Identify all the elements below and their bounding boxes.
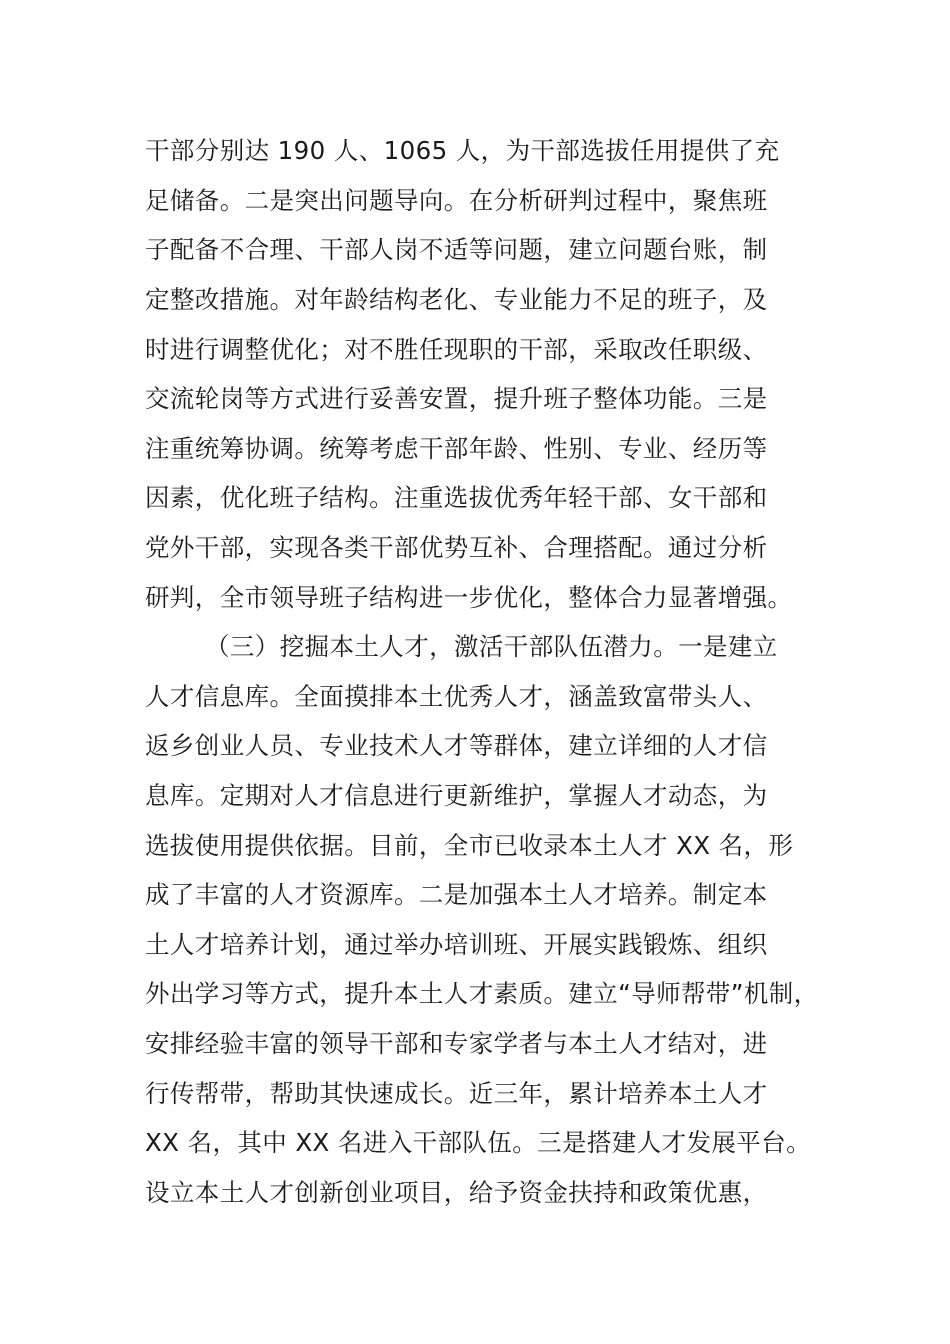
text-line: 子配备不合理、干部人岗不适等问题，建立问题台账，制 xyxy=(145,235,768,264)
text-line: XX 名，其中 XX 名进入干部队伍。三是搭建人才发展平台。 xyxy=(145,1128,811,1157)
text-line: 外出学习等方式，提升本土人才素质。建立“导师帮带”机制， xyxy=(145,979,819,1008)
text-line: 足储备。二是突出问题导向。在分析研判过程中，聚焦班 xyxy=(145,186,768,215)
text-line: 定整改措施。对年龄结构老化、专业能力不足的班子，及 xyxy=(145,285,768,314)
text-line: 研判，全市领导班子结构进一步优化，整体合力显著增强。 xyxy=(145,583,793,612)
text-line: 设立本土人才创新创业项目，给予资金扶持和政策优惠， xyxy=(145,1178,768,1207)
text-line: 注重统筹协调。统筹考虑干部年龄、性别、专业、经历等 xyxy=(145,434,768,463)
text-line: 干部分别达 190 人、1065 人，为干部选拔任用提供了充 xyxy=(145,136,780,165)
text-line: 行传帮带，帮助其快速成长。近三年，累计培养本土人才 xyxy=(145,1079,768,1108)
text-line: 土人才培养计划，通过举办培训班、开展实践锻炼、组织 xyxy=(145,930,768,959)
text-line: 成了丰富的人才资源库。二是加强本土人才培养。制定本 xyxy=(145,880,768,909)
text-line: 党外干部，实现各类干部优势互补、合理搭配。通过分析 xyxy=(145,533,768,562)
text-line: 息库。定期对人才信息进行更新维护，掌握人才动态，为 xyxy=(145,781,768,810)
text-line: 时进行调整优化；对不胜任现职的干部，采取改任职级、 xyxy=(145,335,768,364)
text-line: 交流轮岗等方式进行妥善安置，提升班子整体功能。三是 xyxy=(145,384,768,413)
text-line: 选拔使用提供依据。目前，全市已收录本土人才 XX 名，形 xyxy=(145,831,794,860)
section-heading-line: （三）挖掘本土人才，激活干部队伍潜力。一是建立 xyxy=(205,632,778,661)
text-line: 因素，优化班子结构。注重选拔优秀年轻干部、女干部和 xyxy=(145,483,768,512)
text-line: 人才信息库。全面摸排本土优秀人才，涵盖致富带头人、 xyxy=(145,682,768,711)
text-line: 返乡创业人员、专业技术人才等群体，建立详细的人才信 xyxy=(145,731,768,760)
text-line: 安排经验丰富的领导干部和专家学者与本土人才结对，进 xyxy=(145,1029,768,1058)
